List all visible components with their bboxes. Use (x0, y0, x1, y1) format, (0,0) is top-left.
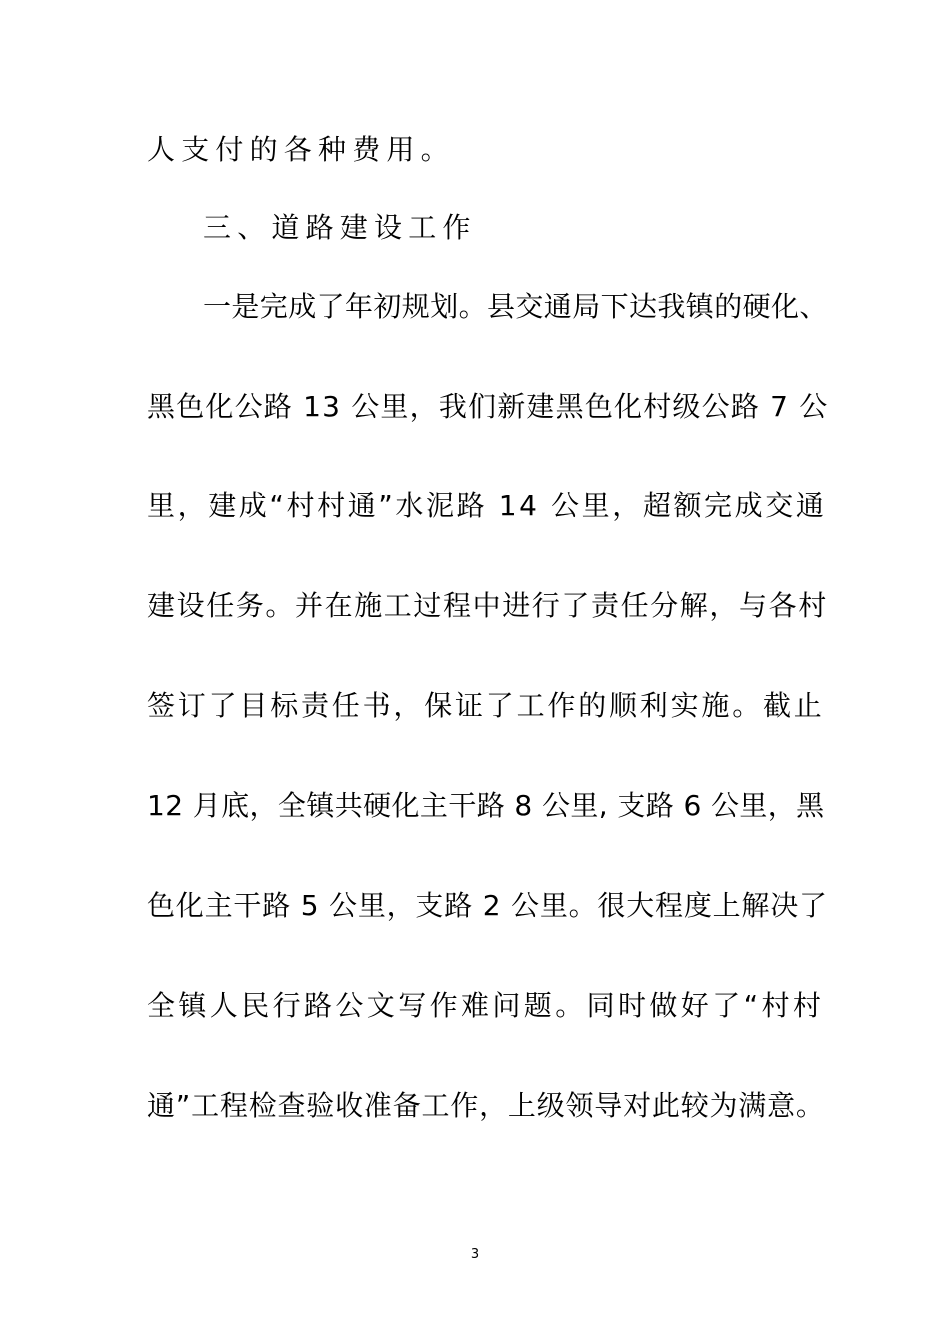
section-heading: 三、道路建设工作 (203, 211, 477, 244)
text-line-7: 签订了目标责任书，保证了工作的顺利实施。截止 (147, 689, 825, 722)
text-line-11: 通”工程检查验收准备工作，上级领导对此较为满意。 (147, 1089, 825, 1122)
text-line-4: 黑色化公路 13 公里，我们新建黑色化村级公路 7 公 (147, 390, 829, 423)
text-line-9: 色化主干路 5 公里，支路 2 公里。很大程度上解决了 (147, 889, 828, 922)
text-line-3: 一是完成了年初规划。县交通局下达我镇的硬化、 (203, 290, 828, 323)
text-line-6: 建设任务。并在施工过程中进行了责任分解，与各村 (147, 589, 828, 622)
page-number: 3 (470, 1247, 480, 1262)
text-line-5: 里，建成“村村通”水泥路 14 公里，超额完成交通 (147, 489, 827, 522)
text-line-10: 全镇人民行路公文写作难问题。同时做好了“村村 (147, 989, 825, 1022)
text-line-1: 人支付的各种费用。 (147, 133, 455, 166)
text-line-8: 12 月底，全镇共硬化主干路 8 公里, 支路 6 公里，黑 (147, 789, 825, 822)
